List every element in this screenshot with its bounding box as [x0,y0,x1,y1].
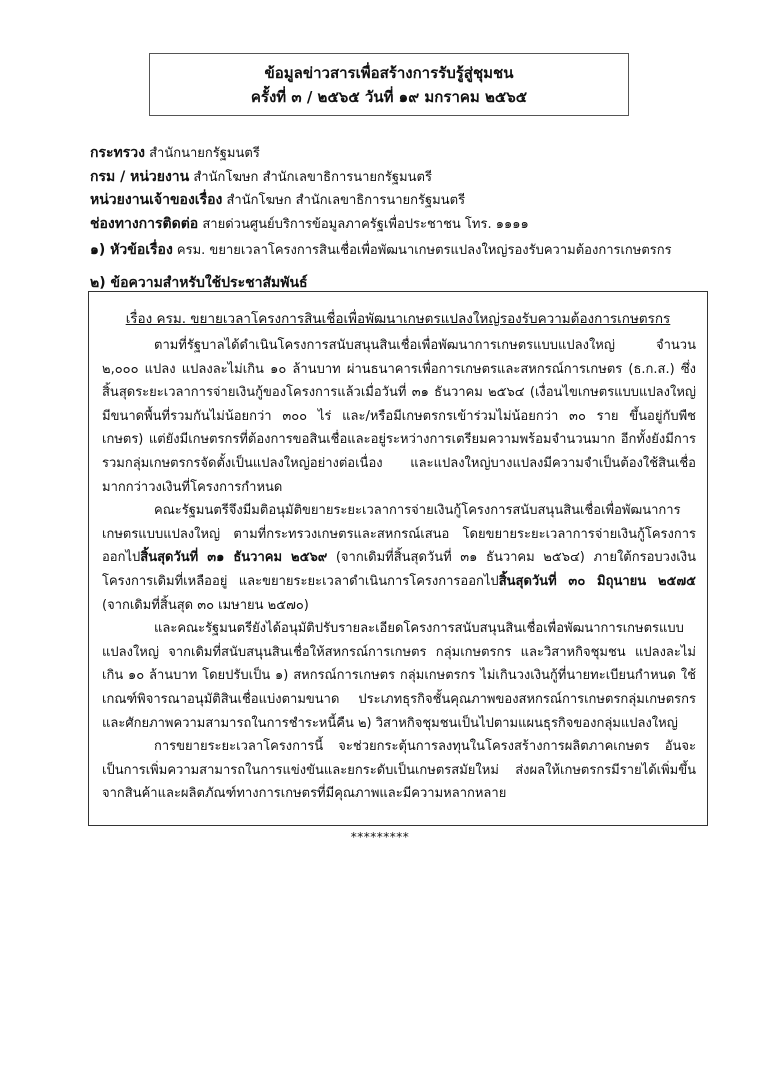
section2-label: ๒) ข้อความสำหรับใช้ประชาสัมพันธ์ [90,275,308,291]
topic-value: ครม. ขยายเวลาโครงการสินเชื่อเพื่อพัฒนาเกษตรแปลงใหญ่รองรับความต้องการเกษตรกร [176,243,672,258]
paragraph-1: ตามที่รัฐบาลได้ดำเนินโครงการสนับสนุนสินเชื่อเพื่อพัฒนาการเกษตรแบบแปลงใหญ่ จำนวน ๒,๐๐๐ แปลง แปลงละไม่เกิน ๑๐ ล้านบาท ผ่านธนาคารเพื่อการเกษตรและสหกรณ์การเกษตร (ธ.ก.ส.) ซึ่งสิ้นสุดระยะเวลาการจ่ายเงินกู้ของโครงการแล้วเมื่อวันที่ ๓๑ ธันวาคม ๒๕๖๔ (เงื่อนไขเกษตรแบบแปลงใหญ่ มีขนาดพื้นที่รวมกันไม่น้อยกว่า ๓๐๐ ไร่ และ/หรือมีเกษตรกรเข้าร่วมไม่น้อยกว่า ๓๐ ราย ขึ้นอยู่กับพืชเกษตร) แต่ยังมีเกษตรกรที่ต้องการขอสินเชื่อและอยู่ระหว่างการเตรียมความพร้อมจำนวนมาก อีกทั้งยังมีการรวมกลุ่มเกษตรกรจัดตั้งเป็นแปลงใหญ่อย่างต่อเนื่อง และแปลงใหญ่บางแปลงมีความจำเป็นต้องใช้สินเชื่อมากกว่าวงเงินที่โครงการกำหนด [102,338,696,495]
meta-contact-value: สายด่วนศูนย์บริการข้อมูลภาครัฐเพื่อประชาชน โทร. ๑๑๑๑ [202,216,529,232]
paragraph-3: และคณะรัฐมนตรียังได้อนุมัติปรับรายละเอียดโครงการสนับสนุนสินเชื่อเพื่อพัฒนาการเกษตรแบบแปลงใหญ่ จากเดิมที่สนับสนุนสินเชื่อให้สหกรณ์การเกษตร กลุ่มเกษตรกร และวิสาหกิจชุมชน แปลงละไม่เกิน ๑๐ ล้านบาท โดยปรับเป็น ๑) สหกรณ์การเกษตร กลุ่มเกษตรกร ไม่เกินวงเงินกู้ที่นายทะเบียนกำหนด ใช้เกณฑ์พิจารณาอนุมัติสินเชื่อแบ่งตามขนาด ประเภทธุรกิจชั้นคุณภาพของสหกรณ์การเกษตรกลุ่มเกษตรกร และศักยภาพความสามารถในการชำระหนี้คืน ๒) วิสาหกิจชุมชนเป็นไปตามแผนธุรกิจของกลุ่มแปลงใหญ่ [102,621,696,731]
meta-block [90,142,730,236]
meta-department-value: สำนักโฆษก สำนักเลขาธิการนายกรัฐมนตรี [193,169,432,185]
p2-deadline-loan: สิ้นสุดวันที่ ๓๑ ธันวาคม ๒๕๖๙ [140,550,328,566]
meta-ministry [90,142,730,166]
p2-deadline-project: สิ้นสุดวันที่ ๓๐ มิถุนายน ๒๕๗๕ [498,573,697,589]
story-body [102,334,696,806]
meta-owner [90,189,730,213]
header-title: ข้อมูลข่าวสารเพื่อสร้างการรับรู้สู่ชุมชน [264,64,514,82]
topic-line [90,239,672,261]
story-title: เรื่อง ครม. ขยายเวลาโครงการสินเชื่อเพื่อพัฒนาเกษตรแปลงใหญ่รองรับความต้องการเกษตรกร [125,311,671,327]
meta-department-label: กรม / หน่วยงาน [90,168,190,185]
press-content-box [88,291,708,826]
meta-contact-label: ช่องทางการติดต่อ [90,215,199,232]
paragraph-4: การขยายระยะเวลาโครงการนี้ จะช่วยกระตุ้นการลงทุนในโครงสร้างการผลิตภาคเกษตร อันจะเป็นการเพิ่มความสามารถในการแข่งขันและยกระดับเป็นเกษตรสมัยใหม่ ส่งผลให้เกษตรกรมีรายได้เพิ่มขึ้นจากสินค้าและผลิตภัณฑ์ทางการเกษตรที่มีคุณภาพและมีความหลากหลาย [102,739,696,802]
meta-department [90,166,730,190]
paragraph-2 [102,499,696,617]
meta-owner-value: สำนักโฆษก สำนักเลขาธิการนายกรัฐมนตรี [226,193,466,208]
header-box [149,53,629,116]
end-mark: ********* [350,830,410,844]
meta-owner-label: หน่วยงานเจ้าของเรื่อง [90,192,223,208]
meta-ministry-value: สำนักนายกรัฐมนตรี [149,146,260,161]
meta-ministry-label: กระทรวง [90,145,145,161]
meta-contact [90,213,730,237]
topic-label: ๑) หัวข้อเรื่อง [90,242,173,258]
p2-text-c: (จากเดิมที่สิ้นสุดวันที่ ๓๑ ธันวาคม ๒๕๖๔) ภายใต้กรอบวงเงินโครงการเดิมที่เหลืออยู่ และขยายระยะเวลาดำเนินการโครงการออกไป [102,550,696,589]
p2-text-a: คณะรัฐมนตรีจึงมีมติอนุมัติขยายระยะเวลาการจ่ายเงินกู้โครงการสนับสนุนสินเชื่อเพื่อพัฒนาการเกษตรแบบแปลงใหญ่ ตามที่กระทรวงเกษตรและสหกรณ์เสนอ โดยขยายระยะเวลาการจ่ายเงินกู้โครงการออกไป [102,503,696,566]
p2-text-e: (จากเดิมที่สิ้นสุด ๓๐ เมษายน ๒๕๗๐) [102,597,309,613]
header-issue-date: ครั้งที่ ๓ / ๒๕๖๕ วันที่ ๑๙ มกราคม ๒๕๖๕ [250,88,528,106]
